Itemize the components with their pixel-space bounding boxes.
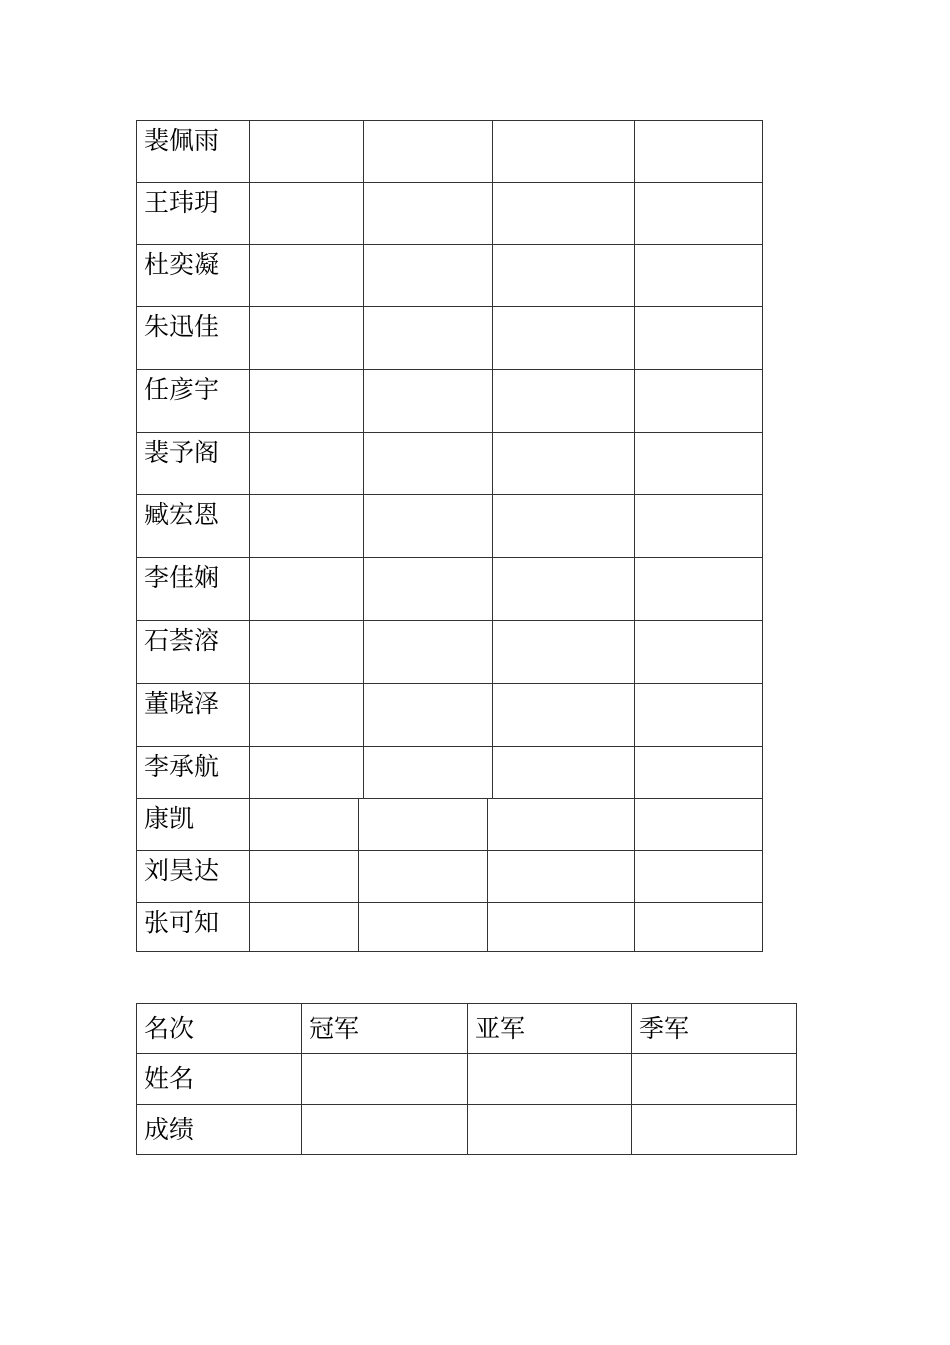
ranking-value-cell	[467, 1053, 632, 1105]
student-name: 裴予阁	[144, 438, 220, 467]
student-name-cell	[136, 494, 250, 558]
score-cell	[249, 902, 359, 952]
ranking-row-label: 姓名	[144, 1064, 195, 1093]
score-cell	[634, 494, 763, 558]
score-cell	[249, 432, 364, 495]
score-cell	[358, 798, 488, 851]
score-cell	[358, 902, 488, 952]
score-cell	[634, 746, 763, 799]
student-name: 李承航	[144, 752, 220, 781]
student-name: 杜奕凝	[144, 250, 220, 279]
score-cell	[249, 369, 364, 433]
score-cell	[634, 120, 763, 183]
score-cell	[363, 120, 493, 183]
ranking-value-cell	[631, 1053, 797, 1105]
student-name: 李佳娴	[144, 563, 220, 592]
score-cell	[492, 557, 635, 621]
student-name: 裴佩雨	[144, 126, 220, 155]
student-name: 康凯	[144, 804, 195, 833]
student-name-cell	[136, 557, 250, 621]
student-name: 张可知	[144, 908, 220, 937]
score-cell	[363, 432, 493, 495]
ranking-row-label-cell	[136, 1053, 302, 1105]
ranking-row-label: 成绩	[144, 1115, 195, 1144]
ranking-header-label: 季军	[639, 1014, 690, 1043]
score-cell	[249, 494, 364, 558]
score-cell	[487, 850, 635, 903]
score-cell	[363, 683, 493, 747]
ranking-value-cell	[467, 1104, 632, 1155]
ranking-header-label: 冠军	[309, 1014, 360, 1043]
score-cell	[363, 244, 493, 307]
score-cell	[492, 432, 635, 495]
ranking-header-label: 名次	[144, 1014, 195, 1043]
score-cell	[363, 620, 493, 684]
student-name: 臧宏恩	[144, 500, 220, 529]
score-cell	[363, 494, 493, 558]
student-name-cell	[136, 120, 250, 183]
score-cell	[249, 850, 359, 903]
student-name-cell	[136, 182, 250, 245]
score-cell	[249, 557, 364, 621]
score-cell	[634, 432, 763, 495]
student-name-cell	[136, 683, 250, 747]
score-cell	[249, 683, 364, 747]
student-name-cell	[136, 798, 250, 851]
score-cell	[363, 557, 493, 621]
score-cell	[363, 369, 493, 433]
student-name-cell	[136, 746, 250, 799]
score-cell	[249, 120, 364, 183]
ranking-row-label-cell	[136, 1104, 302, 1155]
student-name: 刘昊达	[144, 856, 220, 885]
score-cell	[487, 902, 635, 952]
score-cell	[634, 306, 763, 370]
score-cell	[492, 620, 635, 684]
score-cell	[487, 798, 635, 851]
score-cell	[634, 620, 763, 684]
student-name-cell	[136, 306, 250, 370]
student-name: 董晓泽	[144, 689, 220, 718]
student-name-cell	[136, 369, 250, 433]
student-name: 任彦宇	[144, 375, 220, 404]
score-cell	[634, 182, 763, 245]
score-cell	[492, 494, 635, 558]
score-cell	[492, 683, 635, 747]
score-cell	[634, 850, 763, 903]
student-name-cell	[136, 244, 250, 307]
student-name: 朱迅佳	[144, 312, 220, 341]
score-cell	[634, 244, 763, 307]
ranking-header-label: 亚军	[475, 1014, 526, 1043]
ranking-value-cell	[301, 1104, 468, 1155]
ranking-header-cell	[467, 1003, 632, 1054]
ranking-value-cell	[301, 1053, 468, 1105]
score-cell	[249, 798, 359, 851]
score-cell	[492, 244, 635, 307]
score-cell	[249, 620, 364, 684]
score-cell	[634, 902, 763, 952]
student-name: 石荟溶	[144, 626, 220, 655]
score-cell	[492, 369, 635, 433]
student-name-cell	[136, 850, 250, 903]
score-cell	[634, 557, 763, 621]
score-cell	[492, 746, 635, 799]
score-cell	[634, 683, 763, 747]
ranking-header-cell	[631, 1003, 797, 1054]
student-name-cell	[136, 902, 250, 952]
student-name-cell	[136, 620, 250, 684]
student-name-cell	[136, 432, 250, 495]
score-cell	[492, 306, 635, 370]
score-cell	[634, 369, 763, 433]
score-cell	[492, 182, 635, 245]
ranking-header-cell	[301, 1003, 468, 1054]
score-cell	[634, 798, 763, 851]
score-cell	[363, 182, 493, 245]
score-cell	[249, 244, 364, 307]
student-name: 王玮玥	[144, 188, 220, 217]
ranking-header-cell	[136, 1003, 302, 1054]
score-cell	[492, 120, 635, 183]
score-cell	[249, 306, 364, 370]
score-cell	[363, 746, 493, 799]
score-cell	[249, 182, 364, 245]
score-cell	[358, 850, 488, 903]
ranking-value-cell	[631, 1104, 797, 1155]
score-cell	[363, 306, 493, 370]
score-cell	[249, 746, 364, 799]
